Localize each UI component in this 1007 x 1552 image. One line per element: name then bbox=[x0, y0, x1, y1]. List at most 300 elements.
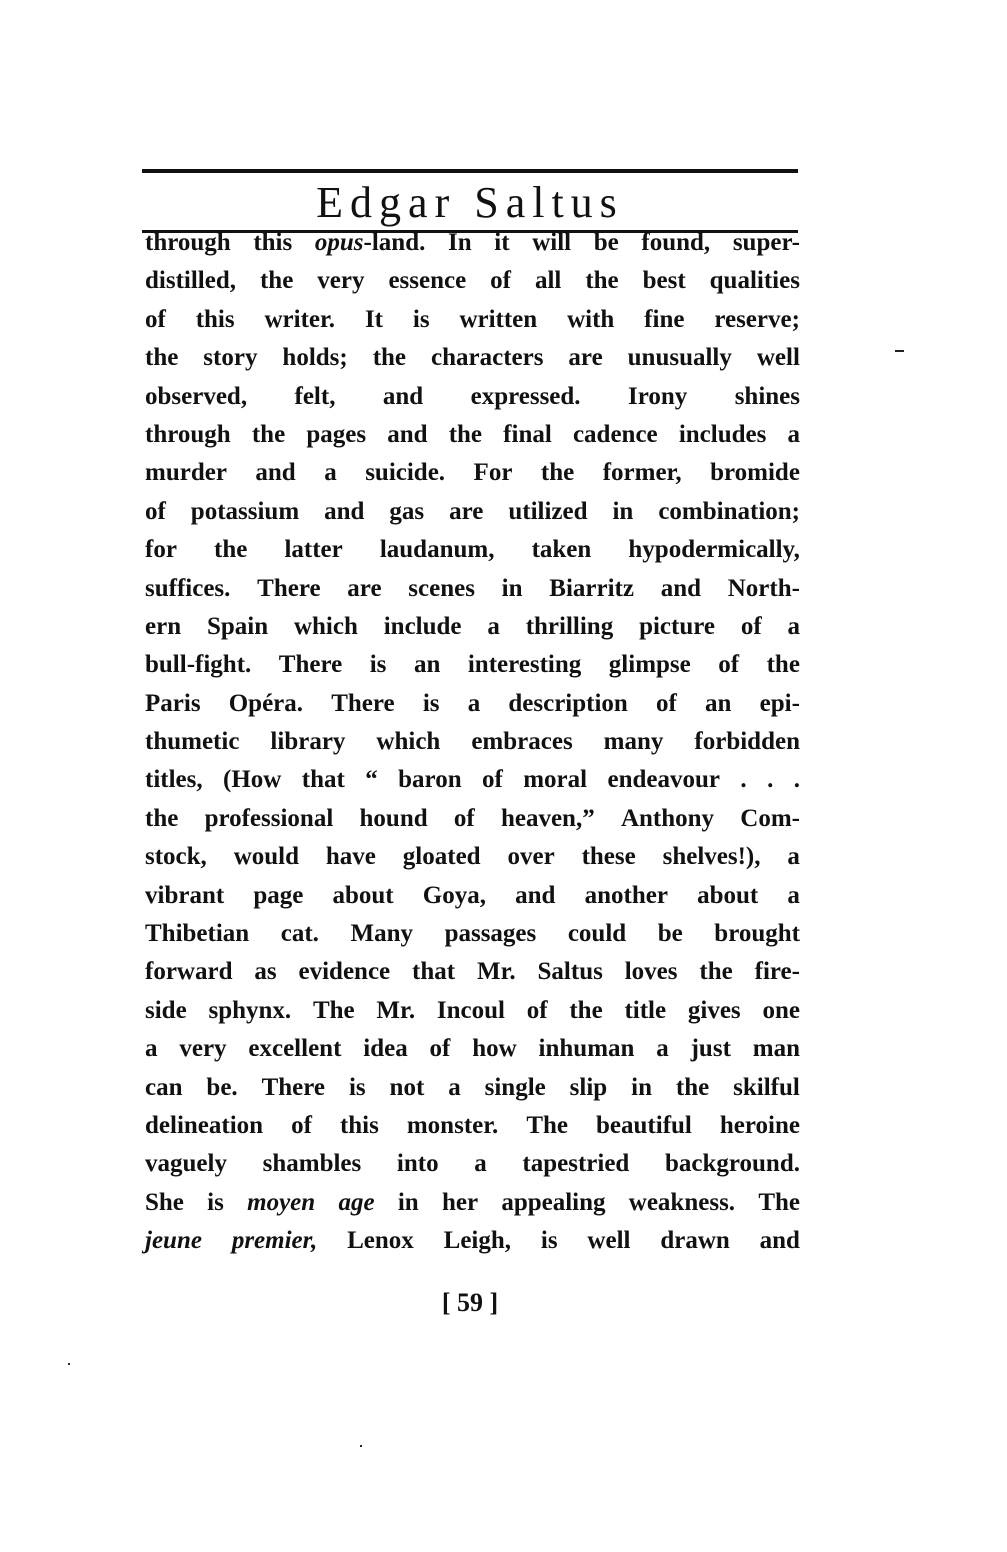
word bbox=[477, 953, 516, 991]
text-line bbox=[145, 992, 800, 1030]
word bbox=[223, 761, 281, 799]
word bbox=[468, 685, 481, 723]
text: expressed. bbox=[470, 382, 581, 410]
text: an bbox=[413, 651, 441, 679]
word bbox=[788, 416, 801, 454]
word bbox=[281, 915, 319, 953]
text: a bbox=[448, 1073, 461, 1101]
word bbox=[755, 953, 800, 991]
text: and bbox=[255, 459, 296, 487]
text: She bbox=[145, 1188, 184, 1216]
text: loves bbox=[624, 958, 678, 986]
word bbox=[145, 646, 251, 684]
word bbox=[596, 1107, 692, 1145]
word bbox=[468, 646, 581, 684]
word bbox=[414, 646, 440, 684]
text: well bbox=[756, 344, 800, 372]
word bbox=[445, 915, 537, 953]
word bbox=[363, 1030, 407, 1068]
text: forward bbox=[145, 958, 233, 986]
text: in bbox=[397, 1188, 419, 1216]
text: final bbox=[503, 420, 552, 448]
text: picture bbox=[639, 612, 715, 640]
word bbox=[191, 493, 299, 531]
text: a bbox=[656, 1035, 669, 1063]
text: Incoul bbox=[436, 996, 505, 1024]
word bbox=[397, 1145, 439, 1183]
text: is bbox=[422, 689, 440, 717]
word bbox=[501, 800, 595, 838]
text-line bbox=[145, 608, 800, 646]
text-line bbox=[145, 224, 800, 262]
text: Irony bbox=[627, 382, 688, 410]
text: not bbox=[389, 1073, 425, 1101]
text: be. bbox=[206, 1073, 238, 1101]
word bbox=[587, 1222, 630, 1260]
text: a bbox=[787, 881, 800, 909]
italic-text: premier, bbox=[231, 1227, 318, 1255]
text: observed, bbox=[145, 382, 248, 410]
word bbox=[532, 531, 592, 569]
text: There bbox=[331, 689, 395, 717]
word bbox=[757, 339, 800, 377]
text: of bbox=[453, 804, 475, 832]
word bbox=[741, 608, 762, 646]
word bbox=[145, 378, 247, 416]
word bbox=[145, 339, 178, 377]
text: over bbox=[507, 843, 555, 871]
word bbox=[515, 877, 555, 915]
word bbox=[390, 1069, 425, 1107]
text: Saltus bbox=[537, 958, 603, 986]
text-line bbox=[145, 262, 800, 300]
text: and bbox=[660, 574, 701, 602]
text: include bbox=[383, 612, 462, 640]
text: There bbox=[257, 574, 321, 602]
text: of bbox=[482, 766, 503, 794]
text: combination; bbox=[658, 497, 800, 525]
word bbox=[253, 224, 292, 262]
text: and bbox=[382, 382, 424, 410]
word bbox=[582, 838, 636, 876]
word bbox=[207, 1184, 224, 1222]
word bbox=[710, 262, 800, 300]
text: delineation bbox=[145, 1111, 264, 1139]
text: and bbox=[387, 420, 428, 448]
text: will bbox=[532, 229, 572, 256]
word bbox=[347, 570, 381, 608]
text: description bbox=[508, 689, 628, 717]
word bbox=[758, 1184, 800, 1222]
word bbox=[788, 608, 801, 646]
text: a bbox=[787, 612, 800, 640]
text: a bbox=[324, 459, 337, 487]
text: taken bbox=[531, 536, 592, 564]
text: how bbox=[472, 1035, 517, 1063]
word bbox=[252, 416, 285, 454]
word bbox=[196, 301, 235, 339]
text: through bbox=[145, 420, 231, 448]
text: Lenox bbox=[347, 1227, 414, 1255]
text: shines bbox=[734, 382, 800, 410]
word bbox=[604, 723, 664, 761]
text: vaguely bbox=[145, 1150, 227, 1178]
text: bull-fight. bbox=[145, 651, 252, 679]
word bbox=[485, 1069, 546, 1107]
word bbox=[656, 685, 677, 723]
text: gas bbox=[389, 497, 425, 525]
text: In bbox=[448, 229, 472, 256]
word bbox=[423, 877, 486, 915]
word bbox=[145, 301, 166, 339]
text: gloated bbox=[402, 843, 481, 871]
word bbox=[302, 761, 345, 799]
text: hound bbox=[359, 804, 428, 832]
text: fire- bbox=[754, 958, 800, 986]
text: The bbox=[758, 1188, 800, 1216]
text: a bbox=[145, 1035, 158, 1063]
word bbox=[145, 1184, 184, 1222]
text: a bbox=[787, 420, 800, 448]
text: There bbox=[278, 651, 343, 679]
text-line bbox=[145, 877, 800, 915]
word bbox=[697, 877, 758, 915]
text-line bbox=[145, 1222, 800, 1260]
word bbox=[389, 493, 424, 531]
word bbox=[691, 1030, 731, 1068]
word bbox=[437, 992, 505, 1030]
text: Mr. bbox=[476, 958, 516, 986]
word bbox=[145, 1069, 183, 1107]
word bbox=[373, 339, 406, 377]
word bbox=[145, 1145, 227, 1183]
word bbox=[733, 1069, 800, 1107]
word bbox=[501, 1184, 605, 1222]
word bbox=[585, 262, 618, 300]
word bbox=[145, 454, 227, 492]
text: the bbox=[372, 344, 407, 372]
text: scenes bbox=[408, 574, 475, 602]
word bbox=[408, 570, 475, 608]
word bbox=[767, 646, 800, 684]
word bbox=[631, 1069, 652, 1107]
word bbox=[471, 723, 572, 761]
text: Paris bbox=[145, 689, 201, 717]
text: side bbox=[145, 996, 187, 1024]
text-line bbox=[145, 800, 800, 838]
word bbox=[762, 992, 800, 1030]
word bbox=[145, 1107, 263, 1145]
text: former, bbox=[602, 459, 682, 487]
text: this bbox=[195, 305, 235, 333]
word bbox=[526, 608, 614, 646]
text: library bbox=[270, 728, 346, 756]
word bbox=[207, 608, 268, 646]
word bbox=[567, 301, 614, 339]
text: . bbox=[740, 766, 747, 794]
text: are bbox=[347, 574, 382, 602]
word bbox=[448, 1069, 461, 1107]
text: super- bbox=[732, 229, 800, 256]
text: . bbox=[793, 766, 800, 794]
word bbox=[208, 992, 291, 1030]
text: a bbox=[487, 612, 500, 640]
text: excellent bbox=[248, 1035, 342, 1063]
word bbox=[507, 838, 554, 876]
word bbox=[291, 1107, 312, 1145]
word bbox=[387, 416, 427, 454]
text-line bbox=[145, 339, 800, 377]
text: North- bbox=[727, 574, 800, 602]
word bbox=[306, 416, 366, 454]
word bbox=[365, 454, 445, 492]
word bbox=[628, 339, 732, 377]
word bbox=[628, 378, 687, 416]
text: essence bbox=[388, 267, 467, 295]
text: the bbox=[448, 420, 483, 448]
text: unusually bbox=[627, 344, 732, 372]
word bbox=[459, 301, 537, 339]
text: -land. bbox=[363, 229, 426, 256]
word bbox=[718, 646, 739, 684]
word bbox=[658, 493, 800, 531]
word bbox=[663, 838, 761, 876]
text: There bbox=[261, 1073, 326, 1101]
word bbox=[474, 1145, 487, 1183]
text: ern bbox=[145, 612, 182, 640]
word bbox=[247, 1184, 315, 1222]
word bbox=[728, 570, 800, 608]
text: murder bbox=[145, 459, 227, 487]
text: best bbox=[642, 267, 686, 295]
word bbox=[255, 454, 295, 492]
word bbox=[760, 685, 800, 723]
word bbox=[629, 1184, 735, 1222]
word bbox=[203, 339, 257, 377]
text: story bbox=[203, 344, 258, 372]
text: is bbox=[412, 305, 430, 333]
word bbox=[573, 416, 658, 454]
header-rule-top bbox=[142, 169, 798, 173]
word bbox=[603, 454, 682, 492]
text-line bbox=[145, 953, 800, 991]
word bbox=[384, 608, 462, 646]
word bbox=[340, 1107, 379, 1145]
text-line bbox=[145, 761, 800, 799]
text: (How bbox=[223, 766, 282, 794]
text: is bbox=[348, 1073, 366, 1101]
word bbox=[594, 224, 619, 262]
text: in bbox=[501, 574, 523, 602]
word bbox=[145, 877, 224, 915]
text: of bbox=[656, 689, 677, 717]
word bbox=[625, 953, 678, 991]
text: be bbox=[657, 920, 683, 948]
word bbox=[449, 493, 483, 531]
word bbox=[535, 262, 561, 300]
text: which bbox=[293, 612, 358, 640]
text: is bbox=[207, 1188, 224, 1216]
text: the bbox=[540, 459, 575, 487]
text: cadence bbox=[572, 420, 658, 448]
text-line bbox=[145, 454, 800, 492]
text: through bbox=[145, 229, 231, 256]
word bbox=[179, 1030, 226, 1068]
word bbox=[612, 493, 633, 531]
text: found, bbox=[641, 229, 711, 256]
word bbox=[714, 301, 800, 339]
text: beautiful bbox=[596, 1111, 692, 1139]
word bbox=[145, 1222, 202, 1260]
word bbox=[454, 800, 475, 838]
text: sphynx. bbox=[208, 996, 292, 1024]
word bbox=[232, 1222, 317, 1260]
word bbox=[661, 570, 701, 608]
text: the bbox=[259, 267, 294, 295]
word bbox=[229, 685, 303, 723]
text: the bbox=[251, 420, 286, 448]
word bbox=[656, 1030, 669, 1068]
text: are bbox=[568, 344, 603, 372]
text: the bbox=[766, 651, 800, 679]
text: heroine bbox=[719, 1111, 800, 1139]
text-line bbox=[145, 531, 800, 569]
text: hypodermically, bbox=[628, 536, 800, 564]
text: is bbox=[540, 1227, 558, 1255]
text: would bbox=[233, 843, 300, 871]
word bbox=[145, 685, 201, 723]
text: suffices. bbox=[145, 574, 231, 602]
word bbox=[568, 339, 602, 377]
word bbox=[294, 608, 358, 646]
text: shambles bbox=[262, 1150, 362, 1178]
text: epi- bbox=[759, 689, 800, 717]
text: The bbox=[526, 1111, 568, 1139]
word bbox=[694, 723, 800, 761]
word bbox=[413, 301, 430, 339]
text: well bbox=[587, 1227, 631, 1255]
text: laudanum, bbox=[379, 536, 495, 564]
text: of bbox=[490, 267, 511, 295]
word bbox=[145, 953, 232, 991]
text: moral bbox=[523, 766, 588, 794]
word bbox=[262, 1069, 325, 1107]
text: monster. bbox=[406, 1111, 499, 1139]
text: all bbox=[534, 267, 562, 295]
text: for bbox=[145, 536, 177, 564]
text: are bbox=[449, 497, 484, 525]
text: pages bbox=[306, 420, 367, 448]
text: and bbox=[515, 881, 556, 909]
text: appealing bbox=[501, 1188, 606, 1216]
word bbox=[430, 1030, 451, 1068]
text: of bbox=[145, 305, 166, 333]
text: shelves!), bbox=[662, 843, 761, 871]
text: with bbox=[567, 305, 615, 333]
text: single bbox=[484, 1073, 546, 1101]
text-line bbox=[145, 1069, 800, 1107]
word bbox=[658, 915, 683, 953]
text: tapestried bbox=[522, 1150, 630, 1178]
scan-speck bbox=[68, 1363, 70, 1365]
word bbox=[383, 378, 423, 416]
word bbox=[284, 531, 342, 569]
page-number: [ 59 ] bbox=[441, 1288, 499, 1317]
word bbox=[254, 953, 276, 991]
text-line bbox=[145, 838, 800, 876]
word bbox=[787, 877, 800, 915]
text: just bbox=[690, 1035, 731, 1063]
word bbox=[376, 992, 415, 1030]
word bbox=[295, 378, 336, 416]
word bbox=[270, 723, 345, 761]
text: The bbox=[312, 996, 355, 1024]
text: inhuman bbox=[538, 1035, 635, 1063]
word bbox=[407, 1107, 498, 1145]
word bbox=[145, 838, 207, 876]
word bbox=[423, 685, 440, 723]
word bbox=[679, 416, 767, 454]
word bbox=[145, 1030, 158, 1068]
text: could bbox=[567, 920, 627, 948]
text: idea bbox=[363, 1035, 408, 1063]
word bbox=[351, 915, 414, 953]
text: of bbox=[429, 1035, 451, 1063]
text: Anthony bbox=[620, 804, 715, 832]
word bbox=[349, 1069, 366, 1107]
text: felt, bbox=[294, 382, 336, 410]
text: . bbox=[767, 766, 774, 794]
word bbox=[317, 262, 364, 300]
word bbox=[145, 531, 177, 569]
text: qualities bbox=[709, 267, 800, 295]
text: potassium bbox=[190, 497, 300, 525]
word bbox=[449, 416, 482, 454]
word bbox=[532, 224, 571, 262]
text: many bbox=[603, 728, 664, 756]
word bbox=[331, 685, 394, 723]
italic-text: age bbox=[338, 1188, 375, 1216]
text: thrilling bbox=[525, 612, 614, 640]
word bbox=[503, 416, 552, 454]
word bbox=[787, 838, 800, 876]
text: vibrant bbox=[145, 881, 225, 909]
text: includes bbox=[678, 420, 767, 448]
word bbox=[448, 224, 472, 262]
text: of bbox=[718, 651, 740, 679]
text: is bbox=[369, 651, 387, 679]
word bbox=[388, 262, 466, 300]
word bbox=[688, 992, 741, 1030]
text: an bbox=[705, 689, 732, 717]
text-line bbox=[145, 1145, 800, 1183]
word bbox=[282, 339, 347, 377]
word bbox=[641, 224, 710, 262]
word bbox=[471, 378, 581, 416]
italic-text: moyen bbox=[247, 1188, 316, 1216]
text: cat. bbox=[280, 920, 319, 948]
word bbox=[248, 1030, 341, 1068]
word bbox=[398, 1184, 419, 1222]
text: one bbox=[762, 996, 800, 1024]
text: a bbox=[467, 689, 481, 717]
text: interesting bbox=[467, 651, 582, 679]
word bbox=[714, 915, 800, 953]
text: about bbox=[697, 881, 759, 909]
word bbox=[145, 608, 181, 646]
text: Mr. bbox=[376, 996, 416, 1024]
text: the bbox=[145, 344, 179, 372]
